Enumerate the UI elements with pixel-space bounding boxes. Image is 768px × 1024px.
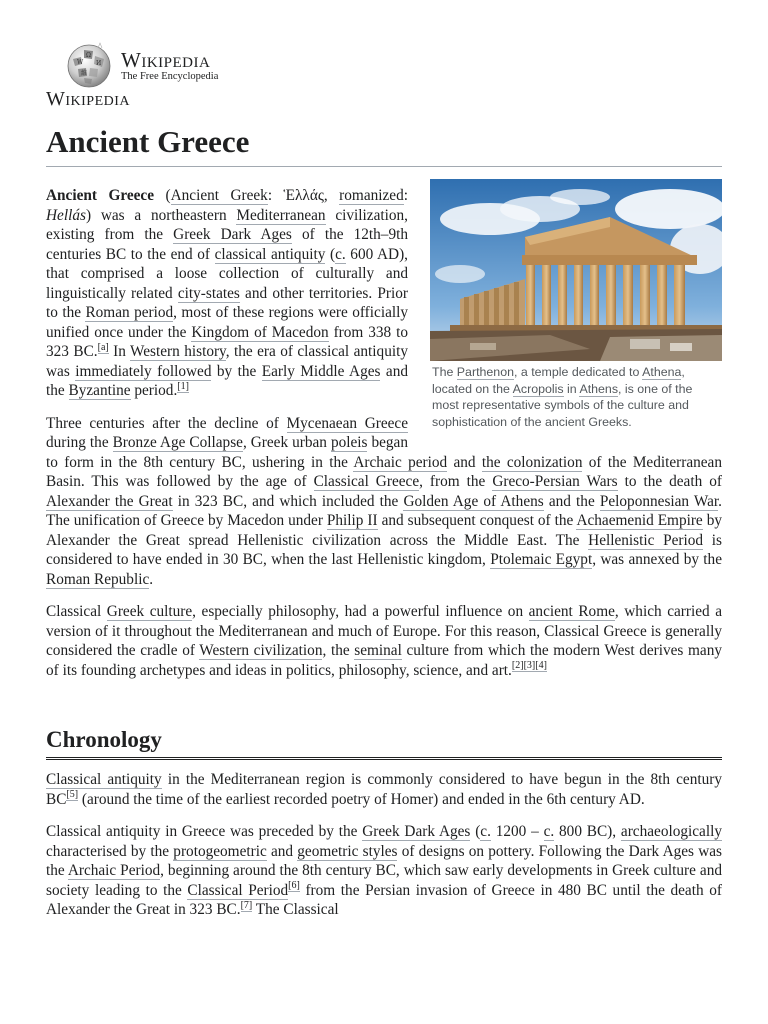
text: of the 12th–9th centuries BC to the end of bbox=[46, 226, 408, 263]
link-mediterranean[interactable]: Mediterranean bbox=[236, 206, 326, 224]
caption-link-athena[interactable]: Athena bbox=[642, 365, 682, 379]
svg-text:W: W bbox=[77, 59, 84, 66]
bold-term: Ancient Greece bbox=[46, 187, 155, 204]
link-greek-dark-ages[interactable]: Greek Dark Ages bbox=[173, 226, 292, 243]
history-paragraph bbox=[46, 414, 722, 590]
link-peloponnesian-war[interactable]: Peloponnesian War bbox=[599, 492, 719, 510]
parthenon-image[interactable] bbox=[430, 179, 722, 361]
link-classical-antiquity[interactable]: classical antiquity bbox=[214, 245, 326, 263]
chronology-paragraph-2 bbox=[46, 822, 722, 920]
influence-paragraph bbox=[46, 602, 722, 680]
italic-term: Hellás bbox=[46, 206, 86, 224]
text: ( bbox=[470, 823, 481, 840]
link-philip-ii[interactable]: Philip II bbox=[326, 512, 378, 529]
link-seminal[interactable]: seminal bbox=[354, 642, 402, 659]
footnote-3-link[interactable]: [3] bbox=[523, 660, 536, 672]
link-western-civilization[interactable]: Western civilization bbox=[199, 642, 323, 659]
wordmark-block bbox=[121, 49, 218, 83]
footnote-6-link[interactable]: [6] bbox=[288, 880, 300, 892]
text: by Alexander the Great spread Hellenistic civilization across the Middle East. The bbox=[46, 512, 722, 549]
footnote-5-link[interactable]: [5] bbox=[66, 789, 79, 801]
text: , the era of classical antiquity was bbox=[46, 343, 408, 380]
svg-text:Ω: Ω bbox=[86, 52, 91, 59]
text: (around the time of the earliest recorded poetry of Homer) and ended in the 6th century AD. bbox=[78, 790, 645, 808]
footnote-ref bbox=[288, 880, 300, 892]
text: to the death of bbox=[617, 473, 722, 490]
text: The Classical bbox=[252, 901, 339, 918]
link-circa[interactable]: c. bbox=[335, 245, 346, 263]
link-archaic-period[interactable]: Archaic period bbox=[353, 453, 448, 471]
link-classical-period[interactable]: Classical Period bbox=[187, 881, 289, 899]
footnote-ref bbox=[512, 660, 547, 672]
infobox-figure bbox=[430, 179, 722, 430]
link-golden-age-of-athens[interactable]: Golden Age of Athens bbox=[403, 492, 544, 510]
text: ) was a northeastern bbox=[85, 206, 237, 224]
text: , from the bbox=[419, 473, 493, 490]
link-poleis[interactable]: poleis bbox=[330, 434, 368, 451]
link-alexander-the-great[interactable]: Alexander the Great bbox=[46, 492, 173, 510]
chronology-paragraph-1 bbox=[46, 770, 722, 809]
footnote-ref bbox=[241, 900, 253, 912]
text: Three centuries after the decline of bbox=[46, 414, 287, 432]
link-roman-republic[interactable]: Roman Republic bbox=[46, 570, 150, 588]
link-early-middle-ages[interactable]: Early Middle Ages bbox=[261, 362, 381, 380]
link-classical-antiquity[interactable]: Classical antiquity bbox=[46, 771, 162, 788]
link-roman-period[interactable]: Roman period bbox=[85, 304, 174, 321]
text: Classical bbox=[46, 603, 107, 620]
link-protogeometric[interactable]: protogeometric bbox=[173, 842, 267, 860]
link-ancient-rome[interactable]: ancient Rome bbox=[528, 603, 615, 620]
link-achaemenid-empire[interactable]: Achaemenid Empire bbox=[576, 512, 703, 529]
text: , was annexed by the bbox=[592, 551, 722, 568]
text: : bbox=[403, 187, 408, 204]
text: of designs on pottery. Following the Dark Ages was the bbox=[46, 842, 722, 879]
link-geometric-styles[interactable]: geometric styles bbox=[297, 842, 398, 860]
text: civilization, existing from the bbox=[46, 206, 409, 243]
site-header bbox=[46, 42, 722, 90]
svg-text:維: 維 bbox=[81, 70, 88, 77]
link-greco-persian-wars[interactable]: Greco-Persian Wars bbox=[492, 473, 618, 490]
link-greek-dark-ages[interactable]: Greek Dark Ages bbox=[362, 823, 471, 840]
caption-link-athens[interactable]: Athens bbox=[579, 381, 619, 396]
text: during the bbox=[46, 434, 113, 451]
text: characterised by the bbox=[46, 842, 174, 860]
article-page bbox=[46, 0, 722, 920]
link-kingdom-of-macedon[interactable]: Kingdom of Macedon bbox=[191, 323, 329, 341]
link-romanized[interactable]: romanized bbox=[339, 187, 404, 204]
caption-text: , located on the bbox=[432, 365, 685, 396]
footnote-1-link[interactable]: [1] bbox=[177, 380, 189, 392]
caption-text: The bbox=[432, 365, 457, 379]
text: and bbox=[447, 453, 482, 471]
link-archaeologically[interactable]: archaeologically bbox=[620, 823, 722, 840]
link-classical-greece[interactable]: Classical Greece bbox=[313, 473, 420, 490]
text: Classical antiquity in Greece was preceded by the bbox=[46, 823, 363, 840]
text: , which carried a version of it throughout the Mediterranean and much of Europe. For this reason, Classical Greece is generally considered the cradle of bbox=[46, 603, 722, 659]
text: 600 AD), that comprised a loose collection of culturally and linguistically related bbox=[46, 245, 408, 302]
text: : Ἑλλάς, bbox=[267, 187, 340, 204]
svg-text:И: И bbox=[96, 60, 102, 67]
text: is considered to have ended in 30 BC, when the last Hellenistic kingdom, bbox=[46, 531, 723, 568]
text: from the Persian invasion of Greece in 480 BC until the death of Alexander the Great in 323 BC. bbox=[46, 881, 722, 918]
link-circa[interactable]: c. bbox=[543, 823, 555, 840]
caption-text: , is one of the most representative symbols of the culture and sophistication of the ancient Greeks. bbox=[432, 381, 693, 429]
text: , Greek urban bbox=[242, 434, 331, 451]
link-circa[interactable]: c. bbox=[480, 823, 491, 840]
text: , especially philosophy, had a powerful influence on bbox=[192, 603, 529, 620]
text: In bbox=[108, 343, 131, 360]
site-wordmark-title[interactable]: Wikipedia bbox=[121, 48, 211, 72]
text: and other territories. Prior to the bbox=[46, 284, 408, 321]
text: , most of these regions were officially unified once under the bbox=[46, 304, 409, 341]
link-hellenistic-period[interactable]: Hellenistic Period bbox=[588, 531, 704, 549]
text: and bbox=[266, 842, 298, 860]
text: in the Mediterranean region is commonly considered to have begun in the 8th century BC bbox=[46, 771, 723, 808]
figure-caption bbox=[430, 364, 722, 430]
text: of the Mediterranean Basin. This was followed by the age of bbox=[46, 453, 722, 490]
text: ( bbox=[325, 245, 336, 263]
caption-link-acropolis[interactable]: Acropolis bbox=[512, 381, 564, 396]
link-bronze-age-collapse[interactable]: Bronze Age Collapse bbox=[112, 434, 243, 451]
text: and the bbox=[543, 492, 600, 510]
text: , beginning around the 8th century BC, which saw early developments in Greek culture and society leading to the bbox=[46, 862, 722, 899]
text: 1200 – bbox=[490, 823, 544, 840]
footnote-2-link[interactable]: [2] bbox=[511, 660, 524, 672]
text: , the bbox=[322, 642, 355, 659]
caption-text: , a temple dedicated to bbox=[513, 365, 643, 379]
link-western-history[interactable]: Western history bbox=[130, 343, 226, 360]
caption-text: in bbox=[563, 381, 580, 396]
text: ( bbox=[154, 187, 171, 204]
link-colonization[interactable]: the colonization bbox=[481, 453, 583, 471]
link-mycenaean-greece[interactable]: Mycenaean Greece bbox=[286, 414, 408, 432]
link-byzantine[interactable]: Byzantine bbox=[68, 382, 131, 399]
text: began to form in the 8th century BC, ushering in the bbox=[46, 434, 408, 471]
wikipedia-globe-icon[interactable] bbox=[64, 42, 114, 90]
text: from 338 to 323 BC. bbox=[46, 323, 408, 360]
link-greek-culture[interactable]: Greek culture bbox=[106, 603, 193, 620]
text: . bbox=[149, 570, 154, 588]
footnote-4-link[interactable]: [4] bbox=[535, 660, 547, 672]
caption-link-parthenon[interactable]: Parthenon bbox=[456, 365, 514, 379]
link-immediately-followed[interactable]: immediately followed bbox=[75, 362, 212, 380]
page-title: Ancient Greece bbox=[46, 124, 722, 167]
footnote-ref bbox=[66, 789, 78, 801]
footnote-ref bbox=[98, 342, 109, 354]
text: culture from which the modern West derives many of its founding archetypes and ideas in politics, philosophy, science, and art. bbox=[46, 642, 722, 679]
section-heading-chronology: Chronology bbox=[46, 726, 722, 760]
link-ptolemaic-egypt[interactable]: Ptolemaic Egypt bbox=[490, 551, 593, 568]
link-archaic-period[interactable]: Archaic Period bbox=[67, 862, 161, 879]
footnote-ref bbox=[177, 381, 189, 393]
text: . The unification of Greece by Macedon under bbox=[46, 492, 722, 529]
text: by the bbox=[211, 362, 262, 380]
text: and the bbox=[46, 362, 408, 399]
link-ancient-greek[interactable]: Ancient Greek bbox=[170, 187, 268, 204]
text: period. bbox=[130, 382, 178, 399]
footnote-a-link[interactable]: [a] bbox=[97, 341, 109, 353]
link-city-states[interactable]: city-states bbox=[177, 284, 240, 302]
text: and subsequent conquest of the bbox=[377, 512, 577, 529]
text: in 323 BC, and which included the bbox=[172, 492, 404, 510]
footnote-7-link[interactable]: [7] bbox=[240, 899, 253, 911]
site-wordmark[interactable]: Wikipedia bbox=[46, 88, 131, 110]
site-tagline: The Free Encyclopedia bbox=[121, 71, 219, 82]
text: 800 BC), bbox=[554, 823, 621, 840]
